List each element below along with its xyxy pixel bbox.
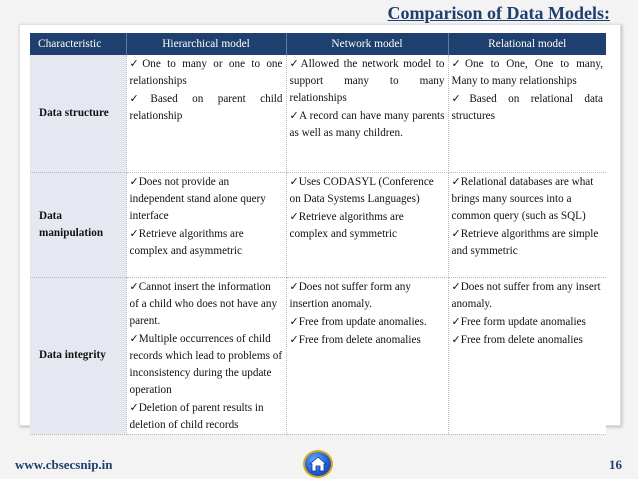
checkmark-icon: ✓ <box>289 174 299 188</box>
table-header-row <box>30 33 606 55</box>
list-item: ✓Does not suffer from any insert anomaly. <box>451 279 601 310</box>
hierarchical-cell <box>126 277 286 434</box>
list-item: ✓Based on relational data structures <box>451 92 604 122</box>
checkmark-icon: ✓ <box>451 226 461 240</box>
page-number: 16 <box>609 457 622 472</box>
list-item: ✓Multiple occurrences of child records which lead to problems of inconsistency during the update operation <box>129 331 283 396</box>
list-item: ✓Retrieve algorithms are complex and asymmetric <box>129 226 244 257</box>
checkmark-icon: ✓ <box>289 279 299 293</box>
list-item: ✓Free form update anomalies <box>451 314 586 328</box>
list-item: ✓Retrieve algorithms are complex and symmetric <box>289 209 404 240</box>
hierarchical-cell <box>126 55 286 172</box>
relational-cell <box>448 277 606 434</box>
checkmark-icon: ✓ <box>289 332 299 346</box>
list-item: ✓Free from delete anomalies <box>289 332 421 346</box>
checkmark-icon: ✓ <box>289 109 300 122</box>
list-item: ✓One to One, One to many, Many to many relationships <box>451 57 604 87</box>
characteristic-cell <box>30 172 126 277</box>
list-item: ✓Retrieve algorithms are simple and symmetric <box>451 226 599 257</box>
network-cell <box>286 55 448 172</box>
network-cell <box>286 277 448 434</box>
hierarchical-cell <box>126 172 286 277</box>
checkmark-icon: ✓ <box>129 174 139 188</box>
table-row <box>30 172 606 277</box>
list-item: ✓Free from delete anomalies <box>451 332 583 346</box>
table-row <box>30 55 606 172</box>
header-characteristic: Characteristic <box>30 33 126 55</box>
checkmark-icon: ✓ <box>451 57 465 70</box>
header-relational-model: Relational model <box>448 33 606 55</box>
checkmark-icon: ✓ <box>129 57 143 70</box>
header-hierarchical-model: Hierarchical model <box>126 33 286 55</box>
relational-cell <box>448 55 606 172</box>
checkmark-icon: ✓ <box>129 92 151 105</box>
list-item: ✓Relational databases are what brings many sources into a common query (such as SQL) <box>451 174 594 222</box>
table-row <box>30 277 606 434</box>
relational-cell <box>448 172 606 277</box>
checkmark-icon: ✓ <box>129 331 139 345</box>
characteristic-label: Data manipulation <box>39 209 104 239</box>
checkmark-icon: ✓ <box>451 92 470 105</box>
list-item: ✓Deletion of parent results in deletion of child records <box>129 400 264 431</box>
checkmark-icon: ✓ <box>451 314 461 328</box>
checkmark-icon: ✓ <box>451 174 461 188</box>
list-item: ✓Does not suffer form any insertion anomaly. <box>289 279 411 310</box>
home-icon <box>309 456 327 472</box>
characteristic-cell: Data integrity <box>30 277 126 434</box>
list-item: ✓A record can have many parents as well as many children. <box>289 109 445 139</box>
list-item: ✓One to many or one to one relationships <box>129 57 283 87</box>
characteristic-cell: Data structure <box>30 55 126 172</box>
list-item: ✓Uses CODASYL (Conference on Data Systems Languages) <box>289 174 434 205</box>
list-item: ✓Cannot insert the information of a child who does not have any parent. <box>129 279 278 327</box>
checkmark-icon: ✓ <box>289 57 301 70</box>
checkmark-icon: ✓ <box>129 279 139 293</box>
footer-website-link[interactable]: www.cbsecsnip.in <box>15 457 113 472</box>
checkmark-icon: ✓ <box>451 279 461 293</box>
list-item: ✓Free from update anomalies. <box>289 314 427 328</box>
comparison-table <box>30 33 606 435</box>
slide-title: Comparison of Data Models: <box>387 3 610 23</box>
network-cell <box>286 172 448 277</box>
list-item: ✓Based on parent child relationship <box>129 92 283 122</box>
list-item: ✓Allowed the network model to support many to many relationships <box>289 57 445 104</box>
checkmark-icon: ✓ <box>289 314 299 328</box>
checkmark-icon: ✓ <box>129 226 139 240</box>
checkmark-icon: ✓ <box>289 209 299 223</box>
header-network-model: Network model <box>286 33 448 55</box>
checkmark-icon: ✓ <box>129 400 139 414</box>
home-button[interactable] <box>303 450 333 478</box>
checkmark-icon: ✓ <box>451 332 461 346</box>
list-item: ✓Does not provide an independent stand alone query interface <box>129 174 266 222</box>
